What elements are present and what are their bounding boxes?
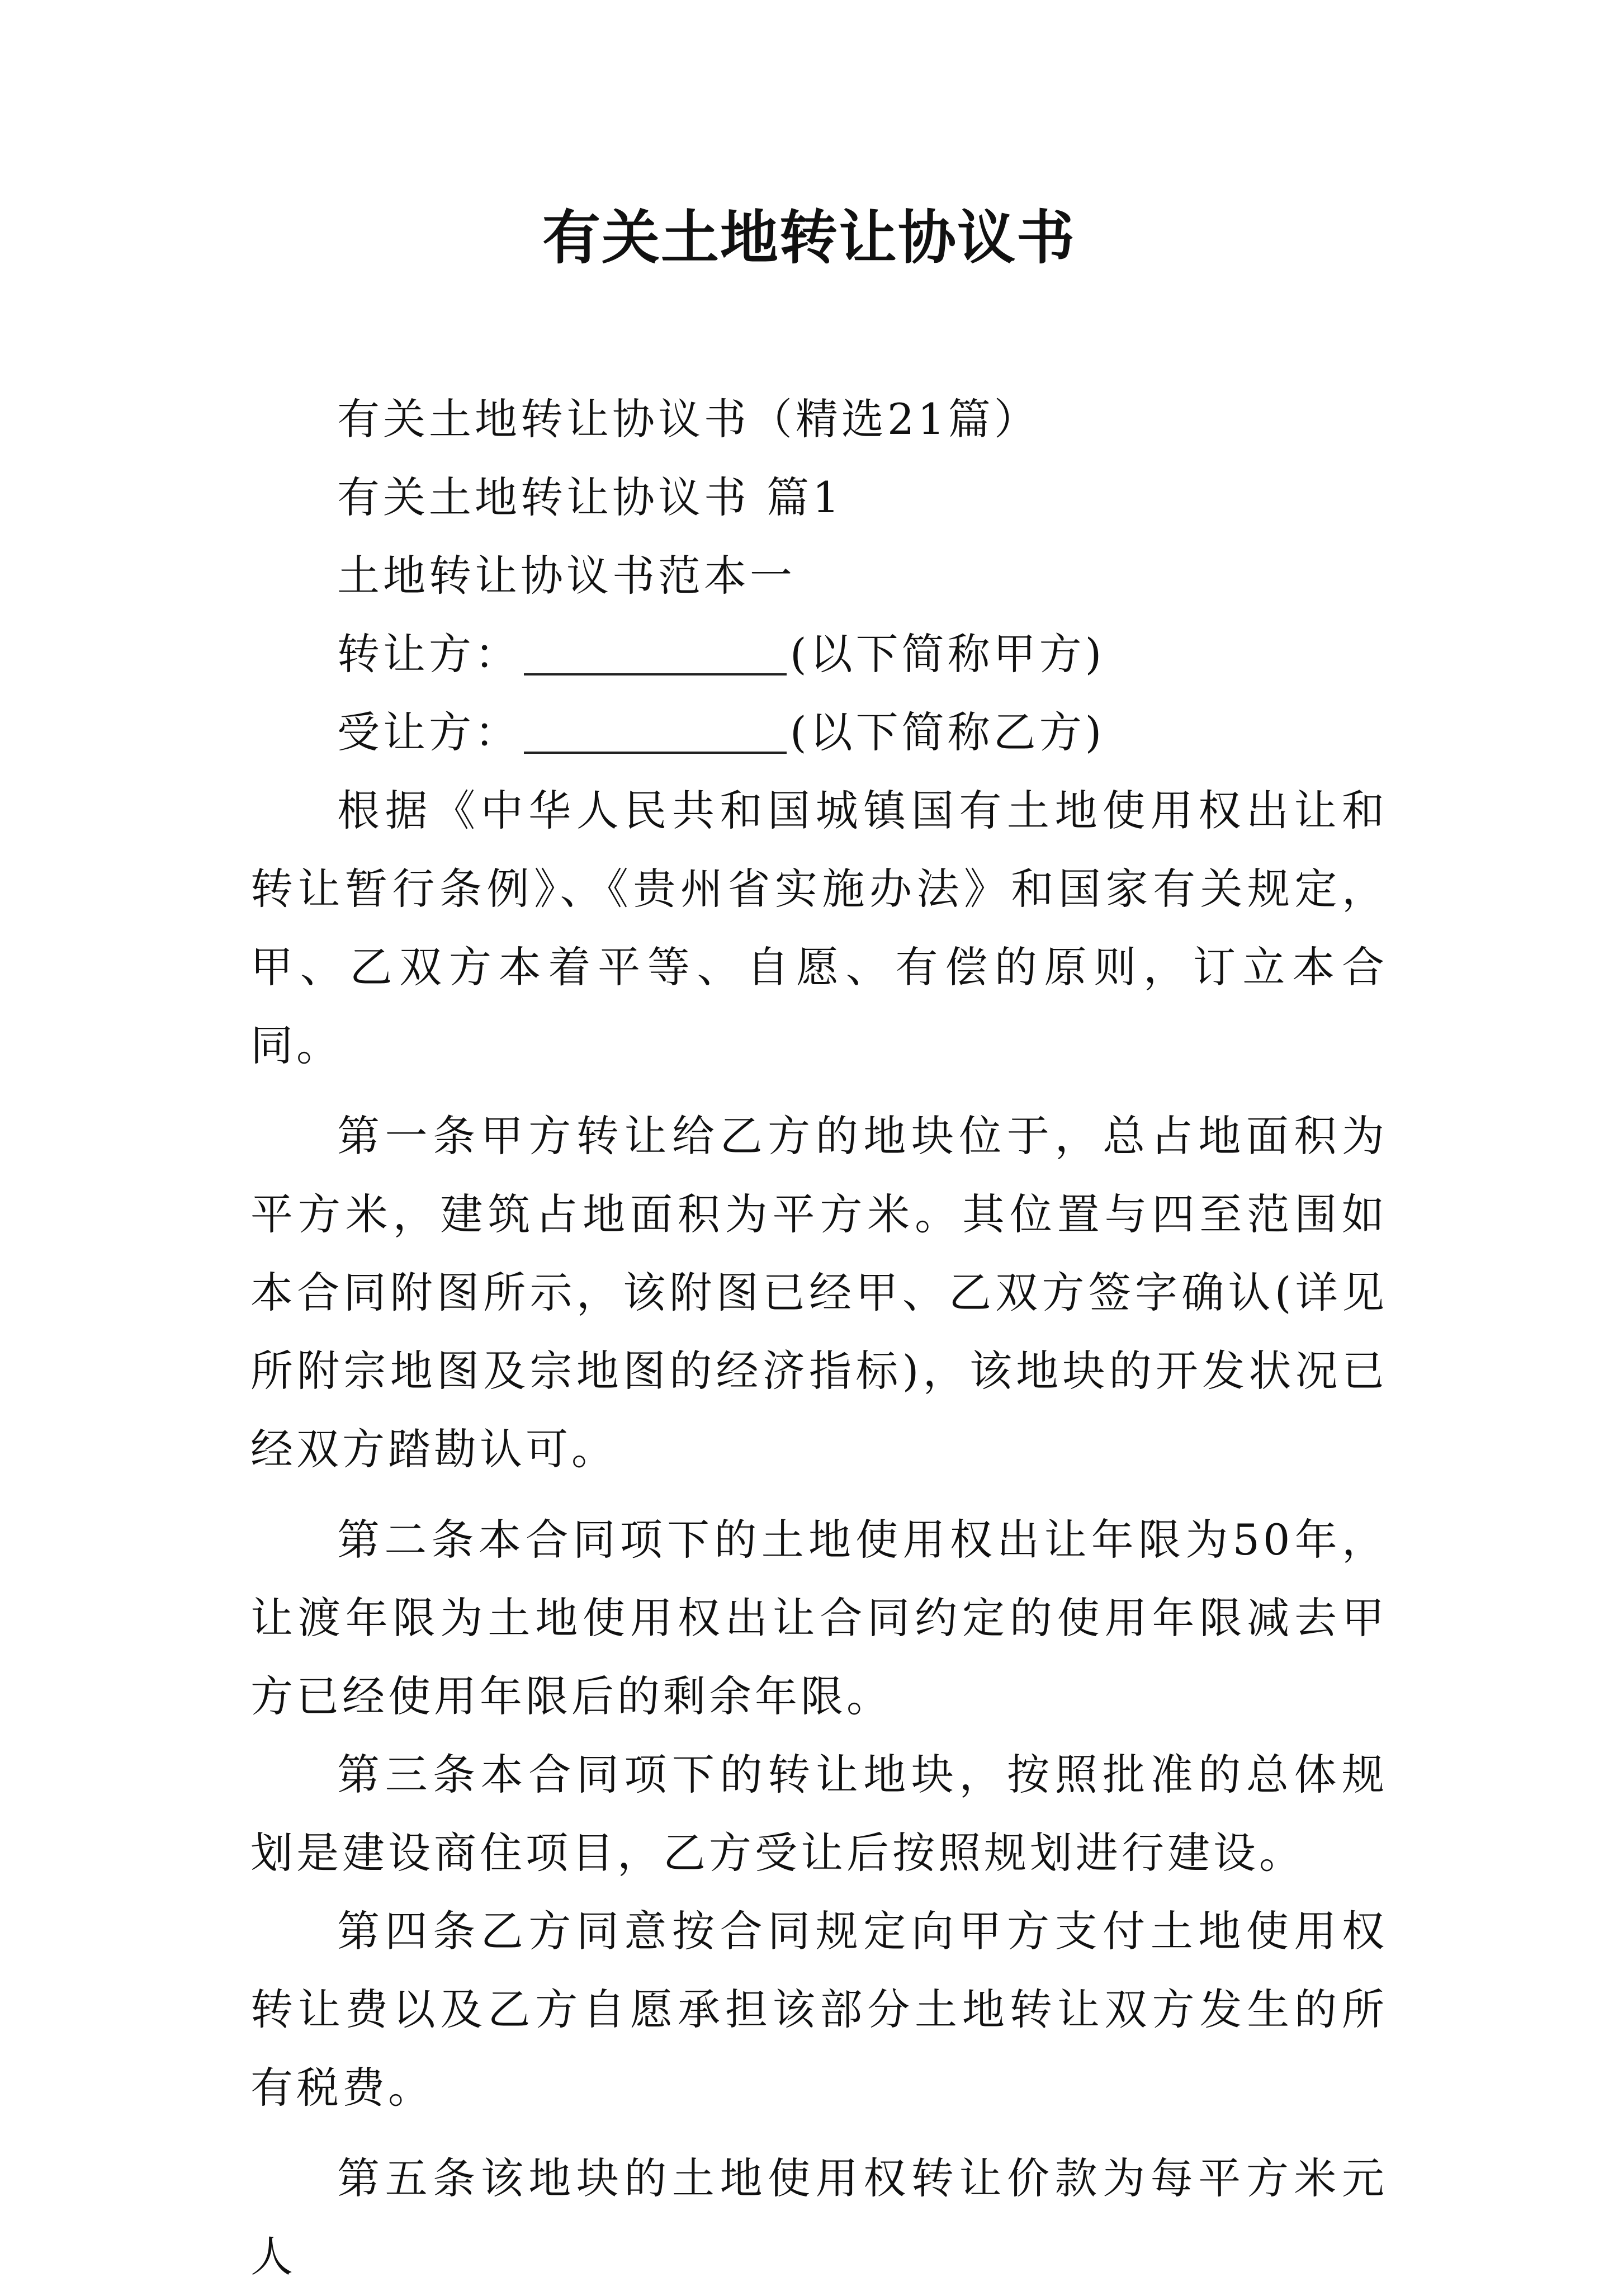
document-subtitle: 有关土地转让协议书（精选21篇）	[337, 394, 1040, 444]
paragraph-article-4: 第四条乙方同意按合同规定向甲方支付土地使用权转让费以及乙方自愿承担该部分土地转让双方发生的所有税费。	[250, 1906, 1388, 2113]
transferee-label: 受让方：	[337, 707, 521, 757]
section-heading: 有关土地转让协议书 篇1	[337, 473, 843, 522]
paragraph-article-2: 第二条本合同项下的土地使用权出让年限为50年，让渡年限为土地使用权出让合同约定的使用年限减去甲方已经使用年限后的剩余年限。	[250, 1515, 1388, 1721]
paragraph-article-1: 第一条甲方转让给乙方的地块位于，总占地面积为平方米，建筑占地面积为平方米。其位置与四至范围如本合同附图所示，该附图已经甲、乙双方签字确认(详见所附宗地图及宗地图的经济指标)，该地块的开发状况已经双方踏勘认可。	[250, 1111, 1388, 1474]
transferee-blank-field	[524, 712, 787, 754]
transferor-note: (以下简称甲方)	[790, 629, 1105, 679]
transferor-label: 转让方：	[337, 629, 521, 679]
document-body	[250, 380, 1388, 2296]
transferee-line	[250, 693, 1388, 772]
template-heading: 土地转让协议书范本一	[337, 551, 796, 601]
transferor-line	[250, 615, 1388, 693]
paragraph-article-3: 第三条本合同项下的转让地块，按照批准的总体规划是建设商住项目，乙方受让后按照规划进行建设。	[250, 1750, 1388, 1878]
document-title: 有关土地转让协议书	[542, 203, 1076, 272]
transferor-blank-field	[524, 634, 787, 675]
transferee-note: (以下简称乙方)	[790, 707, 1105, 757]
paragraph-preamble: 根据《中华人民共和国城镇国有土地使用权出让和转让暂行条例》、《贵州省实施办法》和国家有关规定，甲、乙双方本着平等、自愿、有偿的原则，订立本合同。	[250, 786, 1388, 1070]
paragraph-article-5: 第五条该地块的土地使用权转让价款为每平方米元人	[250, 2153, 1388, 2281]
